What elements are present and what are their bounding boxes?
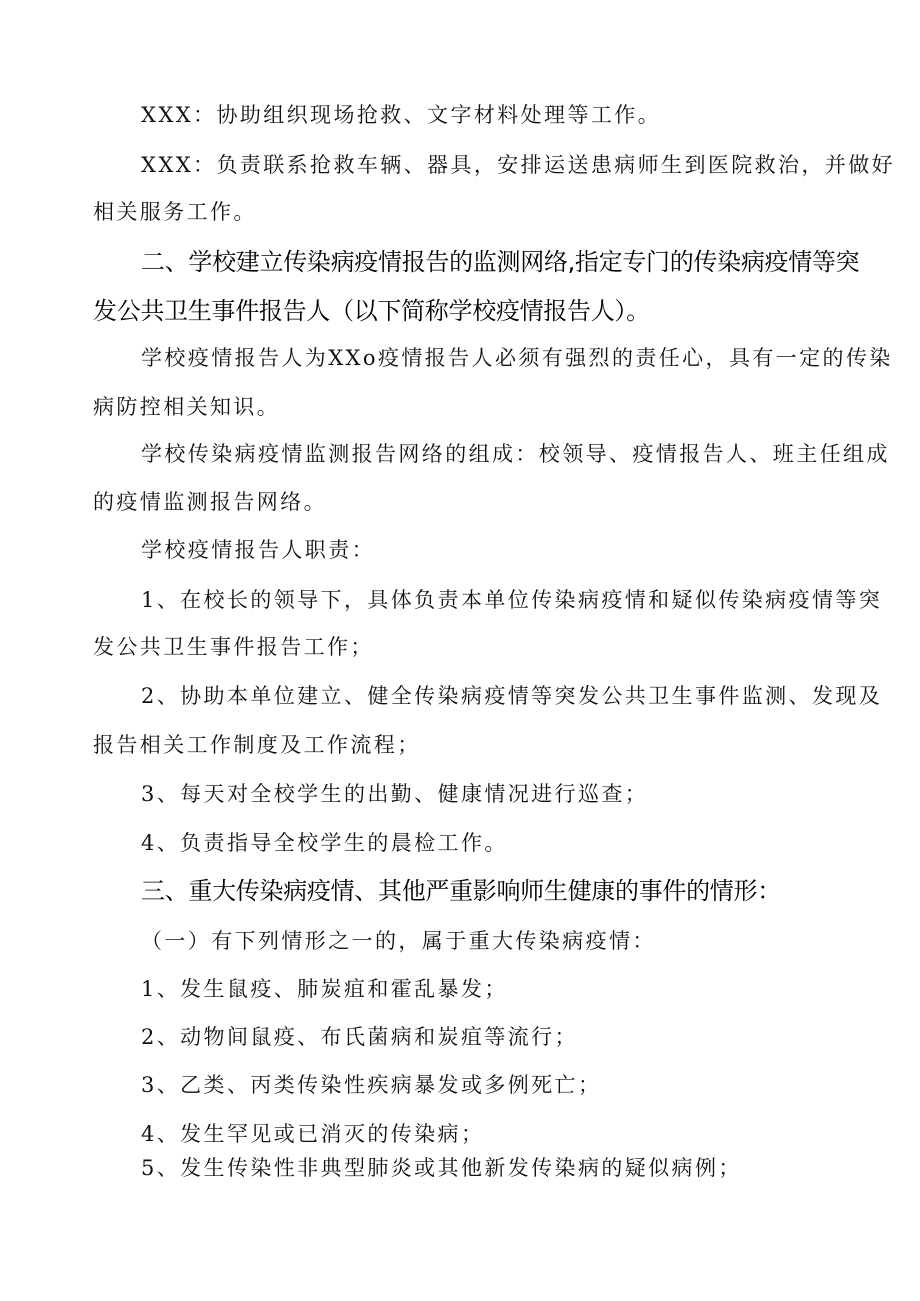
paragraph-line: 的疫情监测报告网络。 bbox=[93, 490, 327, 514]
paragraph-line: 病防控相关知识。 bbox=[93, 395, 281, 419]
paragraph-line: 2、动物间鼠疫、布氏菌病和炭疽等流行； bbox=[141, 1025, 578, 1049]
paragraph-line: （一）有下列情形之一的，属于重大传染病疫情： bbox=[141, 929, 656, 953]
paragraph-line: 2、协助本单位建立、健全传染病疫情等突发公共卫生事件监测、发现及 bbox=[141, 684, 883, 708]
section-heading: 二、学校建立传染病疫情报告的监测网络,指定专门的传染病疫情等突 bbox=[141, 248, 860, 276]
paragraph-line: 发公共卫生事件报告工作； bbox=[93, 635, 374, 659]
paragraph-line: 1、发生鼠疫、肺炭疽和霍乱暴发； bbox=[141, 977, 508, 1001]
paragraph-line: 4、负责指导全校学生的晨检工作。 bbox=[141, 831, 508, 855]
paragraph-line: 1、在校长的领导下，具体负责本单位传染病疫情和疑似传染病疫情等突 bbox=[141, 588, 883, 612]
section-heading: 三、重大传染病疫情、其他严重影响师生健康的事件的情形： bbox=[141, 877, 781, 905]
section-heading: 发公共卫生事件报告人（以下简称学校疫情报告人）。 bbox=[93, 297, 650, 325]
paragraph-line: 5、发生传染性非典型肺炎或其他新发传染病的疑似病例； bbox=[141, 1156, 742, 1180]
paragraph-line: 学校传染病疫情监测报告网络的组成：校领导、疫情报告人、班主任组成 bbox=[141, 442, 890, 466]
paragraph-line: 学校疫情报告人职责： bbox=[141, 538, 375, 562]
paragraph-line: 相关服务工作。 bbox=[93, 200, 257, 224]
paragraph-line: 报告相关工作制度及工作流程； bbox=[93, 733, 421, 757]
paragraph-line: XXX：协助组织现场抢救、文字材料处理等工作。 bbox=[141, 103, 662, 127]
paragraph-line: 学校疫情报告人为XXo疫情报告人必须有强烈的责任心，具有一定的传染 bbox=[141, 346, 893, 370]
paragraph-line: 3、乙类、丙类传染性疾病暴发或多例死亡； bbox=[141, 1073, 602, 1097]
paragraph-line: 4、发生罕见或已消灭的传染病； bbox=[141, 1122, 485, 1146]
paragraph-line: 3、每天对全校学生的出勤、健康情况进行巡查； bbox=[141, 782, 649, 806]
paragraph-line: XXX：负责联系抢救车辆、器具，安排运送患病师生到医院救治，并做好 bbox=[141, 153, 896, 177]
